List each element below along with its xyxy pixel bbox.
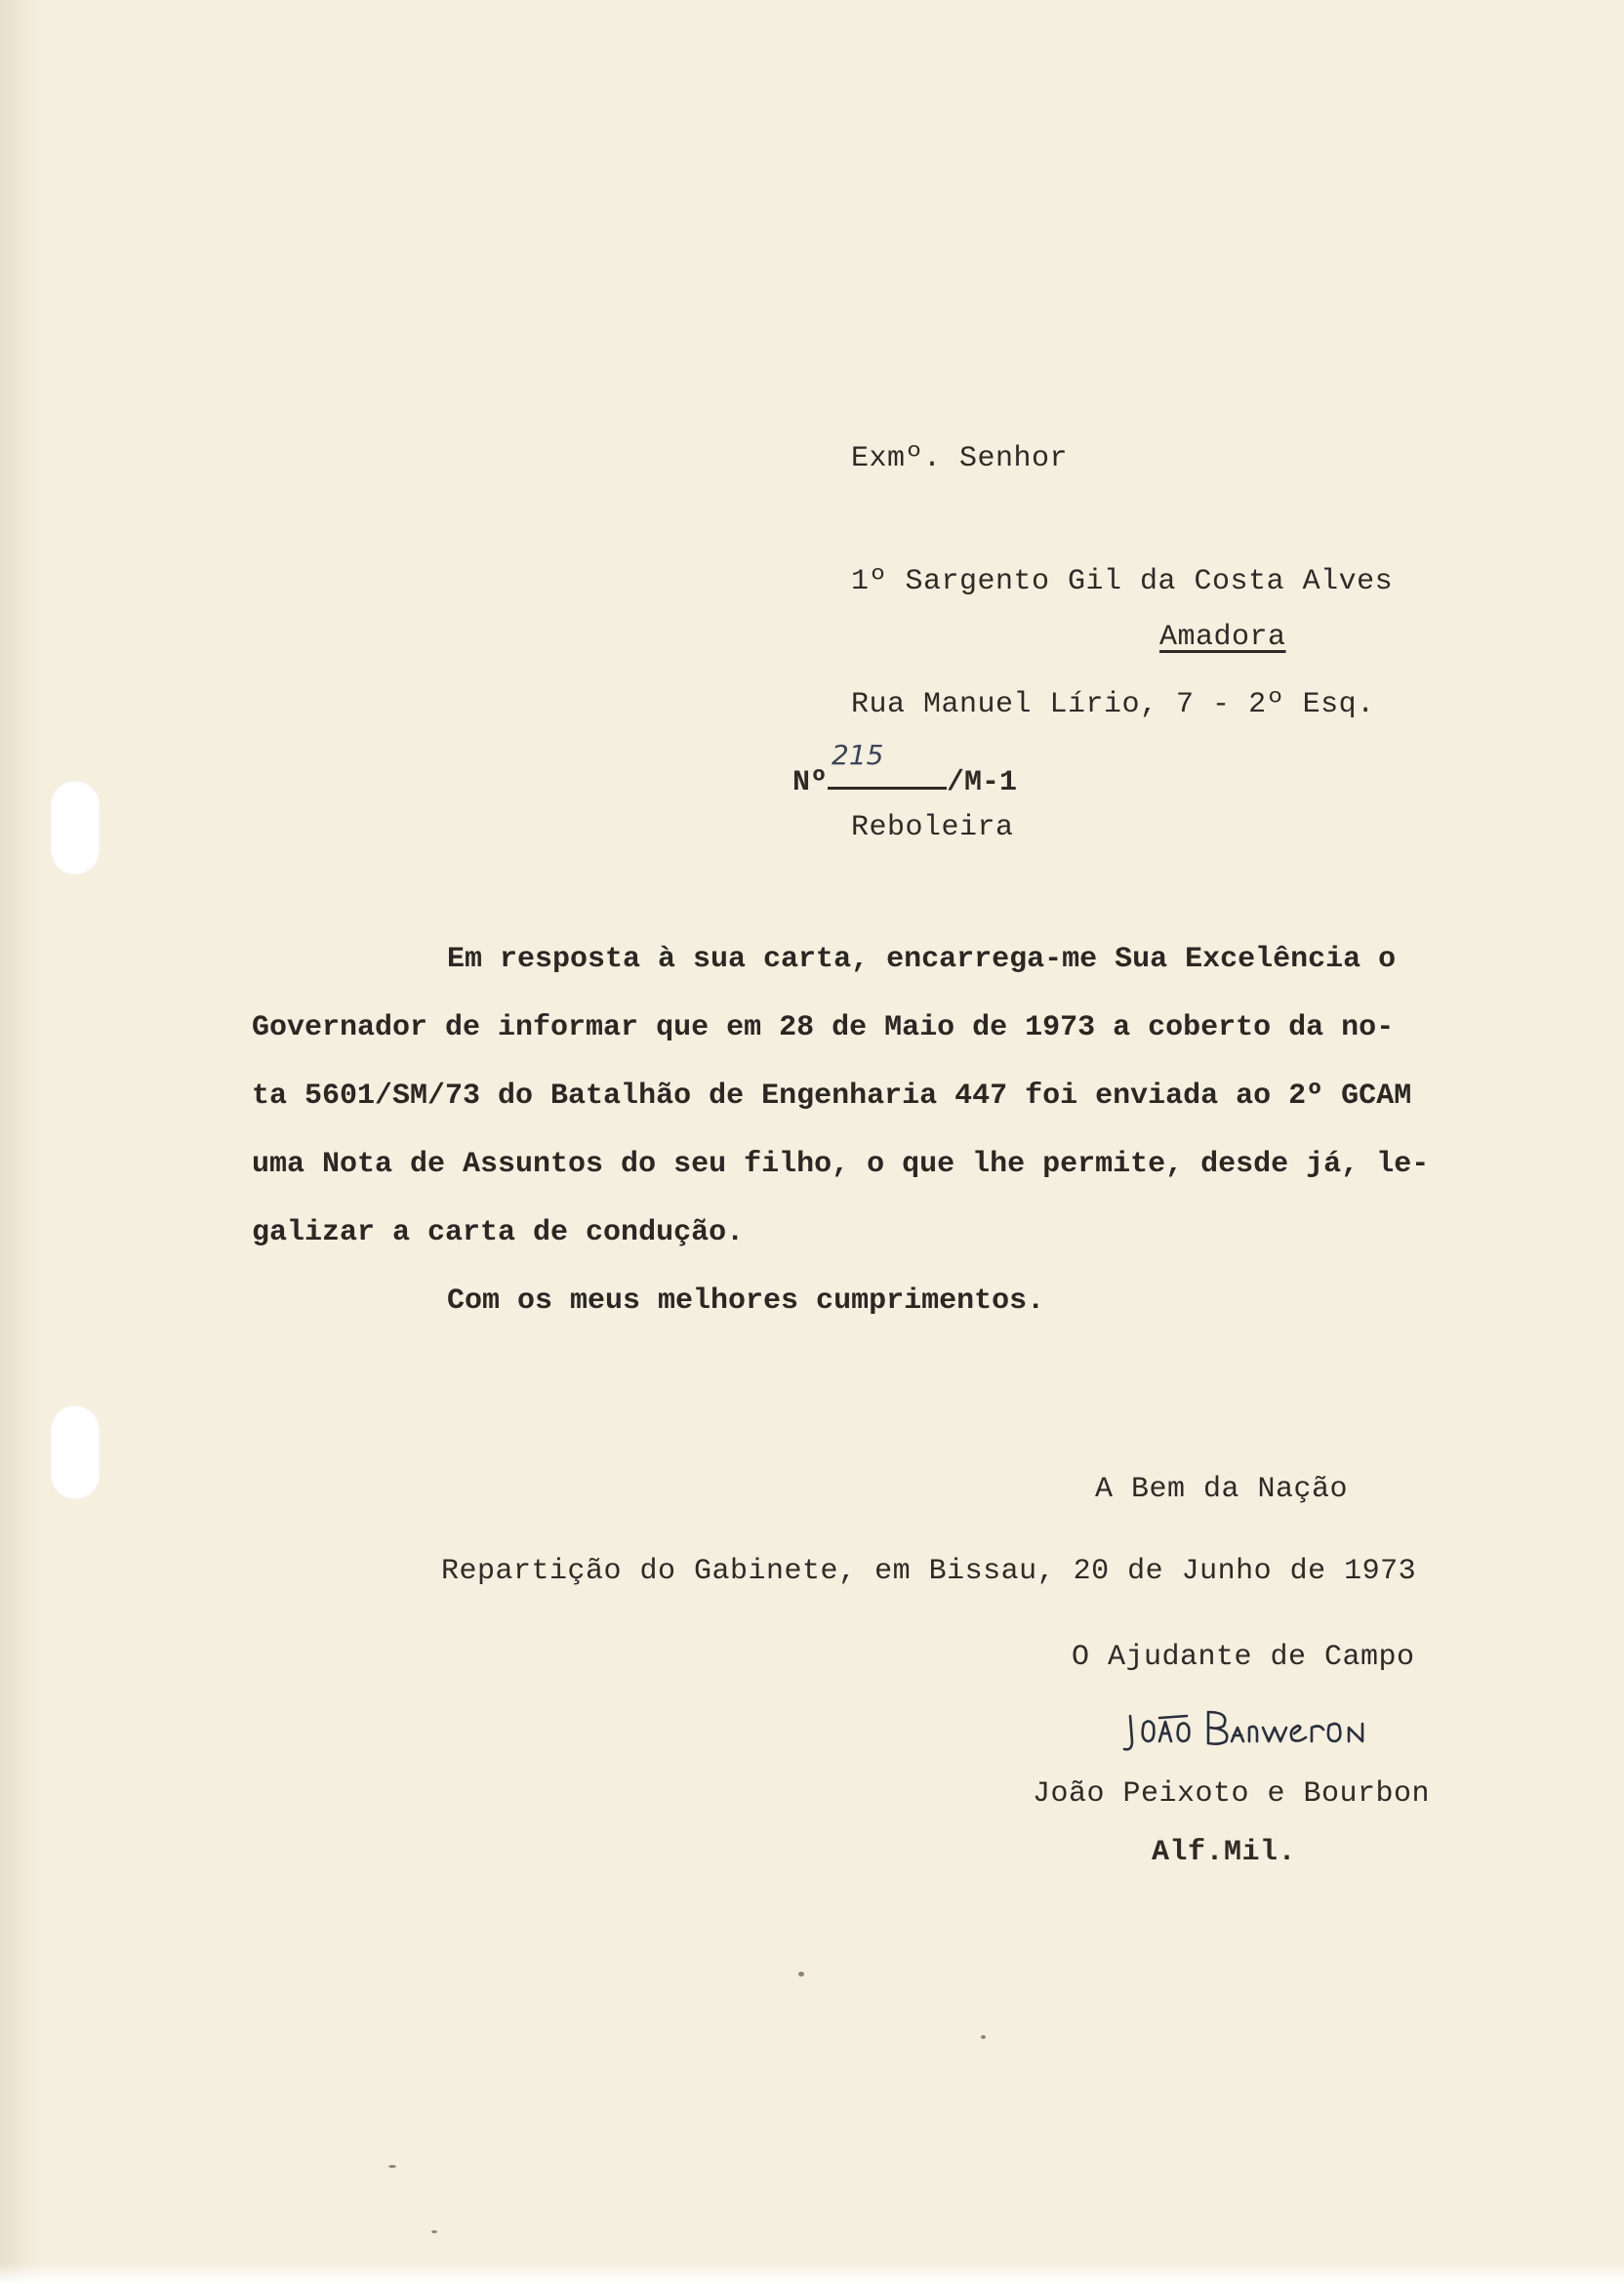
recipient-locality: Reboleira: [851, 811, 1014, 844]
paper-speck: [431, 2230, 437, 2233]
signer-name: João Peixoto e Bourbon: [1033, 1777, 1431, 1811]
body-line-5: galizar a carta de condução.: [252, 1216, 745, 1249]
body-line-1: Em resposta à sua carta, encarrega-me Sua Excelência o: [447, 943, 1397, 976]
recipient-salutation: Exmº. Senhor: [851, 442, 1069, 475]
body-line-4: uma Nota de Assuntos do seu filho, o que lhe permite, desde já, le-: [252, 1148, 1430, 1181]
reference-number: [792, 739, 1018, 800]
recipient-address-block: [851, 371, 1393, 933]
body-closing-greeting: Com os meus melhores cumprimentos.: [447, 1285, 1045, 1318]
reference-handwritten-number: 215: [832, 739, 884, 771]
signer-role: O Ajudante de Campo: [1072, 1641, 1415, 1674]
punch-hole-lower: [51, 1406, 100, 1499]
body-line-3: ta 5601/SM/73 do Batalhão de Engenharia 447 foi enviada ao 2º GCAM: [252, 1080, 1412, 1113]
paper-speck: [798, 1972, 804, 1977]
reference-prefix: Nº: [792, 766, 829, 799]
paper-speck: [981, 2035, 986, 2039]
reference-blank: [828, 739, 947, 790]
place-and-date: Repartição do Gabinete, em Bissau, 20 de Junho de 1973: [441, 1555, 1417, 1588]
page-edge-shadow: [0, 0, 39, 2284]
page-bottom-edge: [0, 2263, 1624, 2284]
closing-formula: A Bem da Nação: [1095, 1473, 1349, 1506]
signer-rank: Alf.Mil.: [1152, 1836, 1297, 1869]
paper-speck: [388, 2165, 396, 2168]
punch-hole-upper: [51, 781, 100, 875]
reference-suffix: /M-1: [947, 766, 1018, 799]
recipient-name: 1º Sargento Gil da Costa Alves: [851, 565, 1394, 598]
handwritten-signature: [1122, 1698, 1376, 1757]
body-line-2: Governador de informar que em 28 de Maio de 1973 a coberto da no-: [252, 1011, 1395, 1044]
recipient-street: Rua Manuel Lírio, 7 - 2º Esq.: [851, 688, 1375, 721]
recipient-city: Amadora: [1159, 621, 1286, 654]
